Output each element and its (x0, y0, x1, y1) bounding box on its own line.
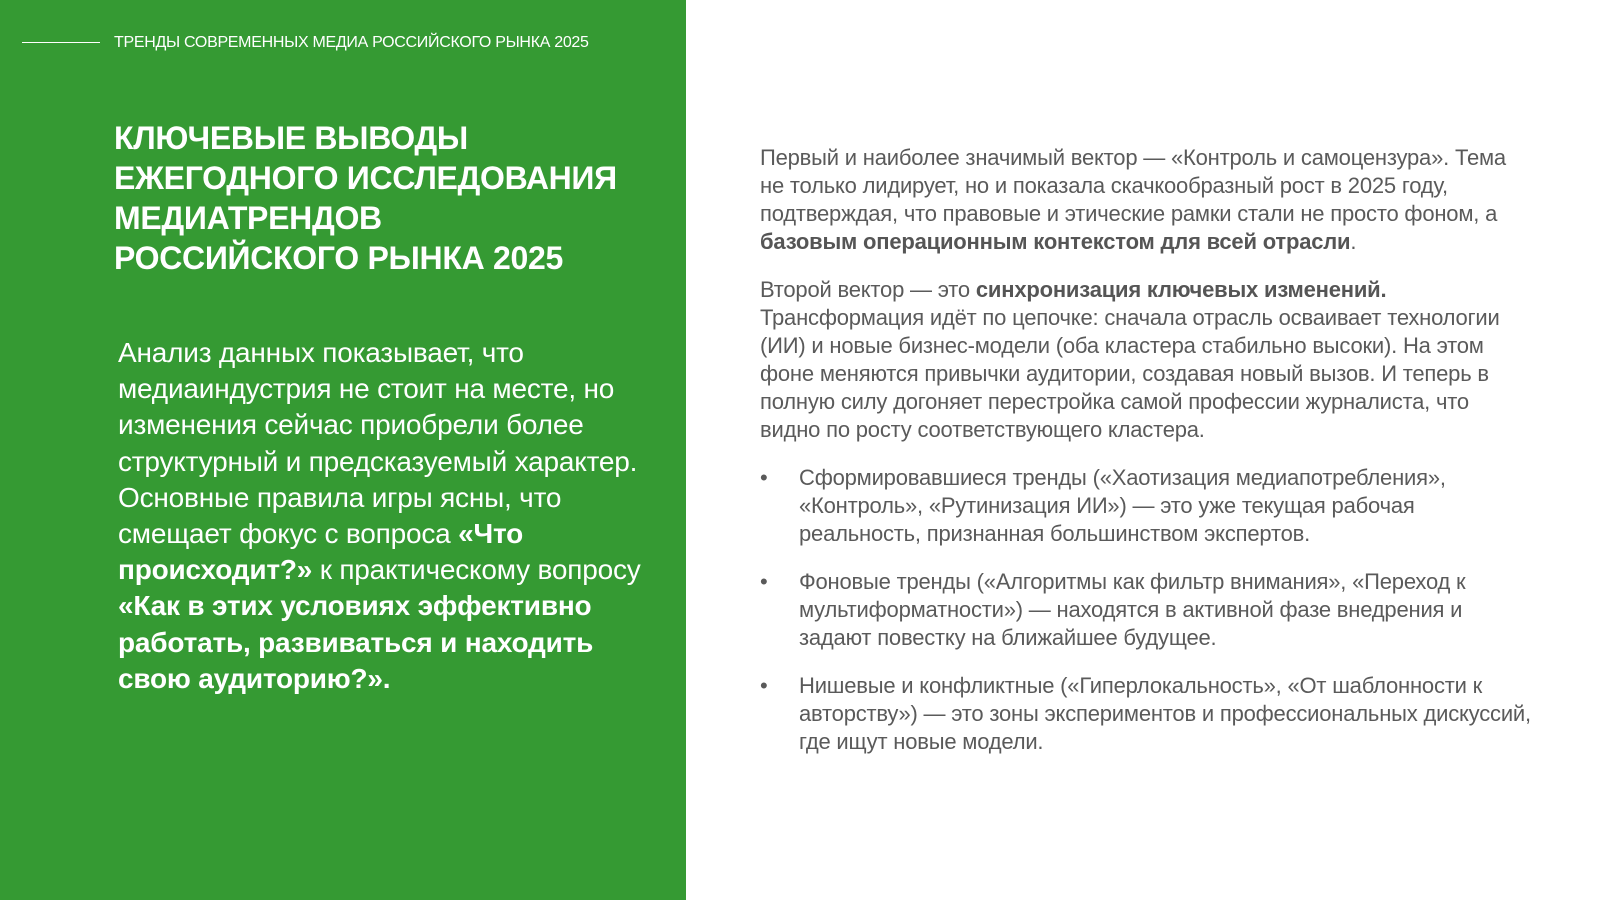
findings-text-block (760, 144, 1532, 776)
question-how-to-work: «Как в этих условиях эффективно работать, развиваться и находить свою аудиторию?». (118, 590, 594, 694)
finding-paragraph-2 (760, 276, 1532, 444)
list-item (760, 464, 1532, 548)
summary-text-block (118, 335, 663, 697)
title-line: РОССИЙСКОГО РЫНКА 2025 (114, 240, 563, 276)
question-what-happens: «Что происходит?» (118, 518, 523, 586)
list-item (760, 568, 1532, 652)
finding-1-emphasis: базовым операционным контекстом для всей отрасли (760, 229, 1351, 254)
header-divider-line (22, 42, 100, 43)
bullet-icon: • (760, 673, 768, 698)
bullet-text: Сформировавшиеся тренды («Хаотизация медиапотребления», «Контроль», «Рутинизация ИИ») — это уже текущая рабочая реальность, признанная большинством экспертов. (799, 465, 1446, 546)
title-line: ЕЖЕГОДНОГО ИССЛЕДОВАНИЯ (114, 160, 617, 196)
finding-2-text: Трансформация идёт по цепочке: сначала отрасль осваивает технологии (ИИ) и новые бизнес-модели (оба кластера стабильно высоки). На этом фоне меняются привычки аудитории, создавая новый вызов. И теперь в полную силу догоняет перестройка самой профессии журналиста, что видно по росту соответствующего кластера. (760, 305, 1500, 442)
finding-2-start: Второй вектор — это (760, 277, 976, 302)
green-panel (0, 0, 686, 900)
summary-intro-text: Основные правила игры ясны, что смещает фокус с вопроса (118, 481, 562, 550)
list-item (760, 672, 1532, 756)
header-label: ТРЕНДЫ СОВРЕМЕННЫХ МЕДИА РОССИЙСКОГО РЫНКА 2025 (114, 34, 589, 51)
title-line: КЛЮЧЕВЫЕ ВЫВОДЫ (114, 120, 468, 156)
trend-bullet-list (760, 464, 1532, 756)
bullet-icon: • (760, 465, 768, 490)
summary-paragraph-2 (118, 480, 663, 697)
page-title (114, 118, 674, 278)
bullet-text: Нишевые и конфликтные («Гиперлокальность», «От шаблонности к авторству») — это зоны экспериментов и профессиональных дискуссий, где ищут новые модели. (799, 673, 1531, 754)
bullet-icon: • (760, 569, 768, 594)
summary-middle-text: к практическому вопросу (312, 554, 641, 586)
finding-2-emphasis: синхронизация ключевых изменений. (975, 277, 1387, 302)
finding-paragraph-1 (760, 144, 1532, 256)
summary-paragraph-1: Анализ данных показывает, что медиаиндустрия не стоит на месте, но изменения сейчас приобрели более структурный и предсказуемый характер. (118, 337, 638, 477)
title-line: МЕДИАТРЕНДОВ (114, 200, 382, 236)
finding-1-text: Первый и наиболее значимый вектор — «Контроль и самоцензура». Тема не только лидирует, но и показала скачкообразный рост в 2025 году, подтверждая, что правовые и этические рамки стали не просто фоном, а (760, 145, 1506, 226)
bullet-text: Фоновые тренды («Алгоритмы как фильтр внимания», «Переход к мультиформатности») — находятся в активной фазе внедрения и задают повестку на ближайшее будущее. (799, 569, 1466, 650)
finding-1-end: . (1350, 229, 1357, 254)
